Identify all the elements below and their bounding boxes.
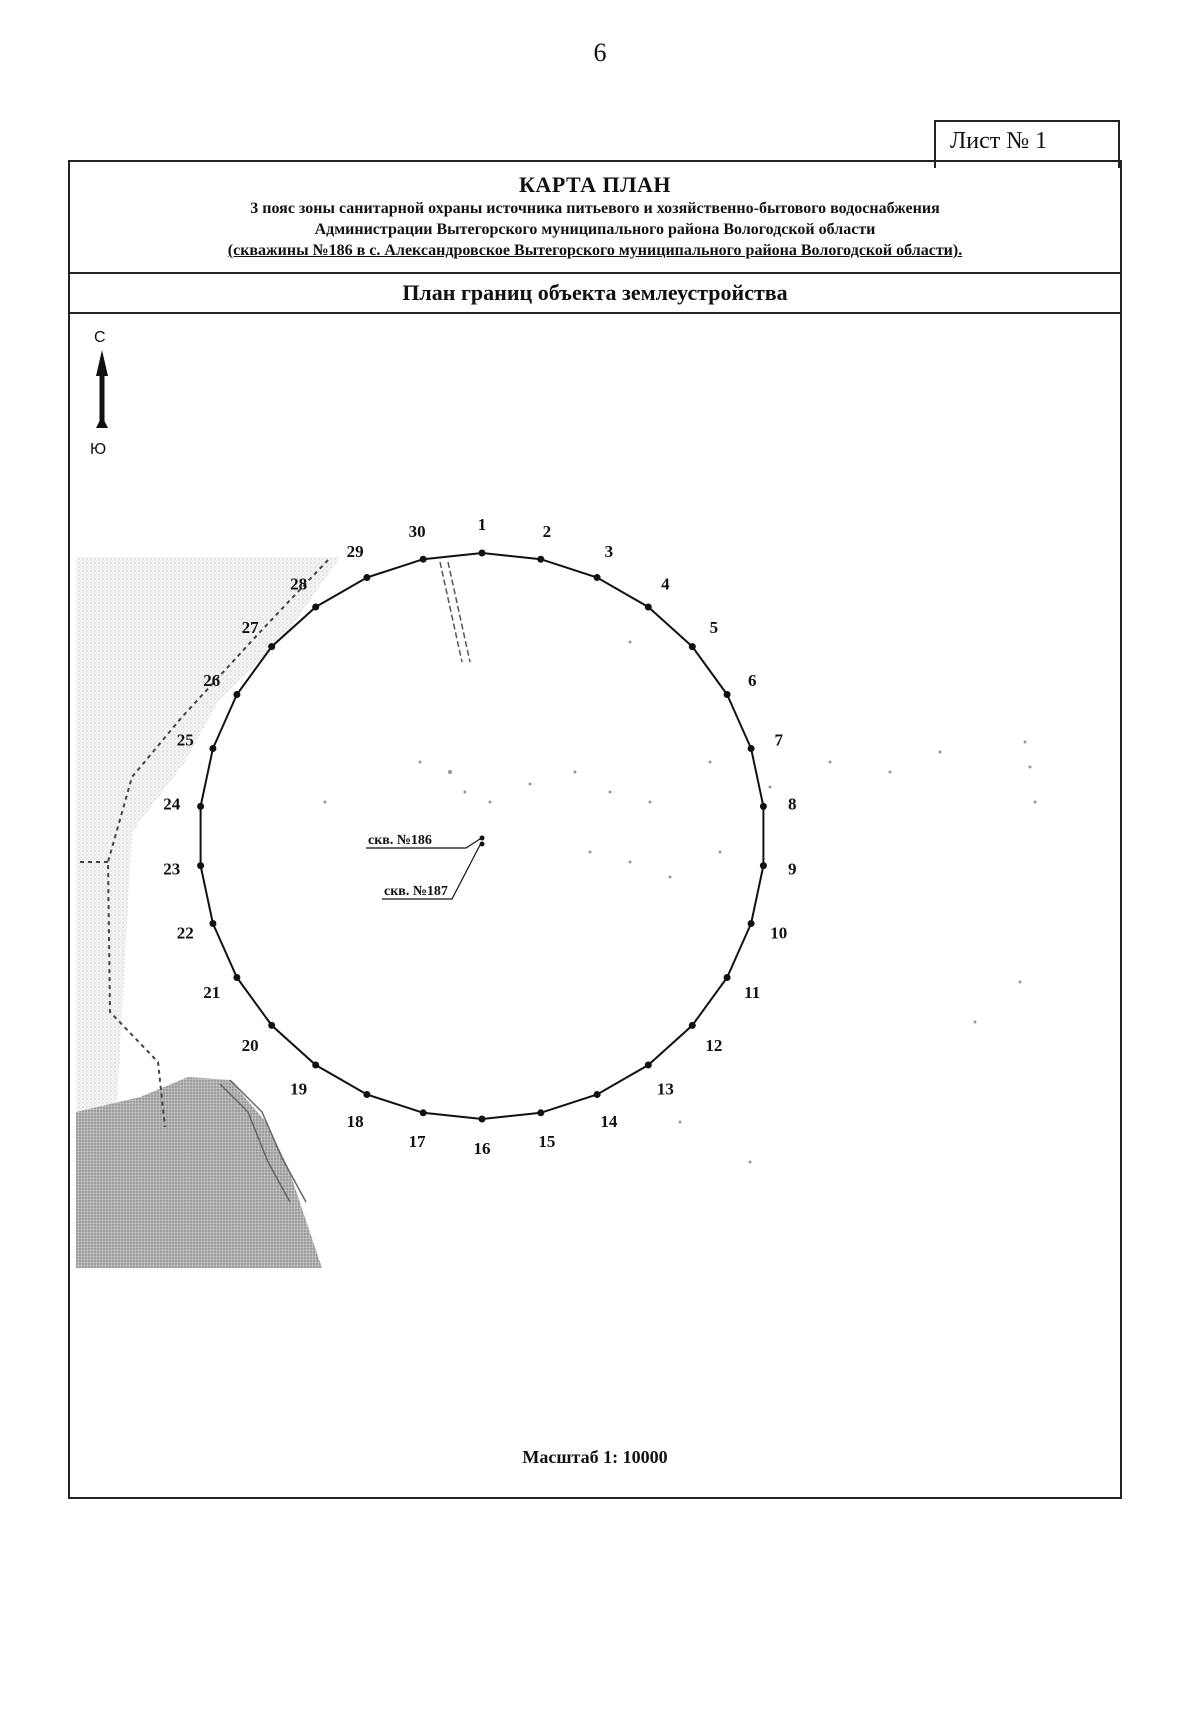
sheet-number-label: Лист № 1: [934, 120, 1120, 168]
boundary-point-8: [760, 803, 767, 810]
boundary-point-label-12: 12: [705, 1035, 723, 1055]
boundary-point-10: [748, 920, 755, 927]
boundary-point-25: [209, 745, 216, 752]
basemap-left-area: [76, 557, 470, 1268]
boundary-point-label-17: 17: [408, 1132, 426, 1152]
boundary-point-label-4: 4: [661, 574, 670, 594]
boundary-point-label-14: 14: [600, 1112, 618, 1131]
boundary-point-17: [420, 1109, 427, 1116]
boundary-point-label-3: 3: [604, 542, 614, 561]
well-186-label: скв. №186: [368, 833, 432, 848]
boundary-point-26: [233, 691, 240, 698]
boundary-point-label-26: 26: [203, 671, 221, 690]
boundary-point-label-20: 20: [241, 1035, 259, 1055]
page-number: 6: [593, 38, 607, 67]
map-frame: [68, 160, 1122, 1499]
map-scale: Масштаб 1: 10000: [522, 1447, 668, 1467]
boundary-point-label-25: 25: [176, 730, 194, 750]
boundary-point-label-5: 5: [709, 618, 719, 638]
map-subtitle-line2: Администрации Вытегорского муниципального района Вологодской области: [314, 221, 876, 238]
boundary-point-23: [197, 862, 204, 869]
boundary-point-label-18: 18: [346, 1112, 364, 1131]
boundary-point-22: [209, 920, 216, 927]
boundary-point-label-11: 11: [744, 983, 761, 1002]
north-label: С: [94, 329, 106, 346]
boundary-point-label-27: 27: [241, 618, 259, 638]
boundary-point-label-19: 19: [290, 1079, 308, 1099]
boundary-point-28: [312, 604, 319, 611]
boundary-point-label-8: 8: [788, 794, 797, 814]
boundary-point-label-24: 24: [163, 794, 181, 814]
south-label: Ю: [90, 441, 107, 458]
boundary-point-30: [420, 556, 427, 563]
boundary-point-11: [724, 974, 731, 981]
boundary-point-label-30: 30: [408, 521, 426, 541]
well-186-marker: [480, 836, 485, 841]
boundary-point-21: [233, 974, 240, 981]
boundary-point-12: [689, 1022, 696, 1029]
boundary-point-6: [724, 691, 731, 698]
boundary-point-label-6: 6: [747, 671, 757, 690]
boundary-point-9: [760, 862, 767, 869]
boundary-point-label-9: 9: [788, 859, 797, 879]
boundary-point-label-28: 28: [290, 574, 308, 594]
boundary-point-29: [363, 574, 370, 581]
boundary-point-1: [479, 550, 486, 557]
boundary-point-label-22: 22: [176, 923, 194, 943]
north-arrow: [90, 329, 108, 458]
boundary-point-5: [689, 643, 696, 650]
boundary-point-3: [594, 574, 601, 581]
basemap-speckles: [324, 641, 1037, 1164]
north-arrow-icon: [96, 350, 108, 428]
boundary-point-label-13: 13: [656, 1079, 674, 1099]
boundary-point-18: [363, 1091, 370, 1098]
boundary-point-label-29: 29: [346, 542, 364, 561]
well-markers: [366, 833, 485, 899]
boundary-point-19: [312, 1062, 319, 1069]
boundary-point-16: [479, 1116, 486, 1123]
boundary-point-24: [197, 803, 204, 810]
boundary-point-label-15: 15: [538, 1132, 556, 1152]
boundary-point-label-7: 7: [774, 730, 783, 750]
boundary-point-15: [537, 1109, 544, 1116]
boundary-point-14: [594, 1091, 601, 1098]
boundary-point-20: [268, 1022, 275, 1029]
basemap-dark-area: [76, 1077, 322, 1268]
boundary-point-label-16: 16: [473, 1139, 491, 1158]
well-187-label: скв. №187: [384, 884, 448, 899]
map-canvas: [70, 162, 1120, 1497]
boundary-point-label-21: 21: [203, 983, 221, 1002]
boundary-point-2: [537, 556, 544, 563]
boundary-point-7: [748, 745, 755, 752]
boundary-point-label-1: 1: [477, 515, 487, 534]
map-subtitle-line3: (скважины №186 в с. Александровское Вытегорского муниципального района Вологодской области).: [227, 242, 963, 259]
map-title: КАРТА ПЛАН: [518, 172, 672, 197]
boundary-point-label-23: 23: [163, 859, 181, 879]
boundary-point-13: [645, 1062, 652, 1069]
boundary-point-4: [645, 604, 652, 611]
section-title: План границ объекта землеустройства: [70, 274, 1120, 314]
map-subtitle-line1: 3 пояс зоны санитарной охраны источника питьевого и хозяйственно-бытового водоснабжения: [250, 200, 940, 217]
boundary-point-label-2: 2: [542, 521, 552, 541]
title-block: [70, 162, 1120, 274]
boundary-point-27: [268, 643, 275, 650]
boundary-point-label-10: 10: [770, 923, 788, 943]
